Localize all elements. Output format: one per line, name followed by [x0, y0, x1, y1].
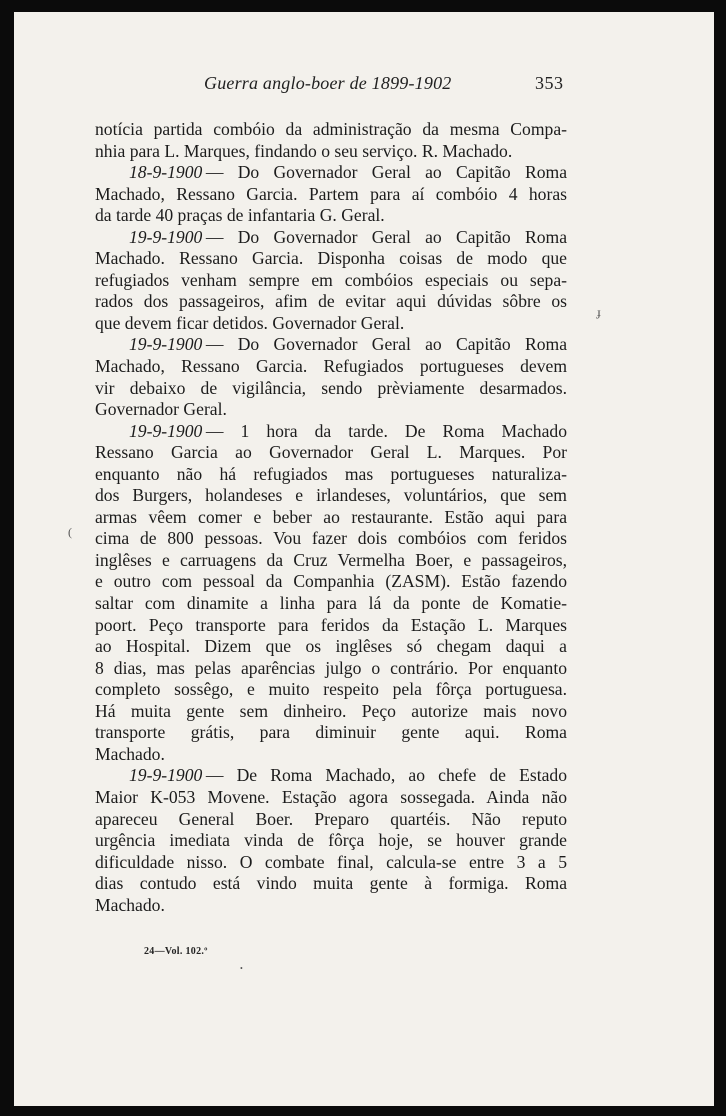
- line-text: que devem ficar detidos. Governador Geral.: [95, 312, 405, 333]
- line-text: vir debaixo de vigilância, sendo prèviamente desarmados.: [95, 377, 567, 398]
- telegram-date: 19-9-1900: [129, 226, 203, 247]
- text-line: [95, 442, 567, 464]
- body-text: [95, 119, 567, 916]
- line-text: — Do Governador Geral ao Capitão Roma: [205, 334, 567, 355]
- document-page: [14, 12, 714, 1106]
- text-line: [95, 895, 567, 917]
- line-text: — Do Governador Geral ao Capitão Roma: [205, 162, 567, 183]
- text-line: [95, 744, 567, 766]
- text-line: [95, 464, 567, 486]
- line-text: Machado.: [95, 743, 165, 764]
- telegram-date: 19-9-1900: [129, 420, 203, 441]
- text-line: [95, 809, 567, 831]
- line-text: urgência imediata vinda de fôrça hoje, se houver grande: [95, 830, 567, 851]
- text-line: [95, 852, 567, 874]
- text-line: [95, 722, 567, 744]
- line-text: apareceu General Boer. Preparo quartéis. Não reputo: [95, 808, 567, 829]
- text-line: [95, 830, 567, 852]
- text-line: [95, 528, 567, 550]
- printer-signature: 24—Vol. 102.º: [144, 946, 208, 957]
- text-line: [95, 701, 567, 723]
- line-text: da tarde 40 praças de infantaria G. Geral.: [95, 205, 385, 226]
- line-text: dificuldade nisso. O combate final, calcula-se entre 3 a 5: [95, 851, 567, 872]
- text-line: [95, 873, 567, 895]
- text-line: [95, 658, 567, 680]
- telegram-date: 18-9-1900: [129, 162, 203, 183]
- text-line: [95, 679, 567, 701]
- text-line: [95, 184, 567, 206]
- text-line: [95, 119, 567, 141]
- text-line: [95, 399, 567, 421]
- line-text: — De Roma Machado, ao chefe de Estado: [205, 765, 567, 786]
- text-line: [95, 571, 567, 593]
- text-line: [95, 421, 567, 443]
- running-header: [14, 73, 714, 99]
- text-line: [95, 227, 567, 249]
- line-text: — 1 hora da tarde. De Roma Machado: [205, 420, 567, 441]
- text-line: [95, 485, 567, 507]
- line-text: nhia para L. Marques, findando o seu serviço. R. Machado.: [95, 140, 513, 161]
- text-line: [95, 313, 567, 335]
- line-text: poort. Peço transporte para feridos da Estação L. Marques: [95, 614, 567, 635]
- line-text: Machado. Ressano Garcia. Disponha coisas de modo que: [95, 248, 567, 269]
- line-text: Maior K-053 Movene. Estação agora sossegada. Ainda não: [95, 786, 567, 807]
- text-line: [95, 356, 567, 378]
- text-line: [95, 291, 567, 313]
- line-text: completo sossêgo, e muito respeito pela fôrça portuguesa.: [95, 679, 567, 700]
- line-text: Governador Geral.: [95, 399, 227, 420]
- text-line: [95, 765, 567, 787]
- page-number: 353: [535, 73, 564, 93]
- text-line: [95, 615, 567, 637]
- margin-mark: •: [240, 964, 243, 973]
- running-title: Guerra anglo-boer de 1899-1902: [204, 73, 452, 93]
- text-line: [95, 205, 567, 227]
- telegram-date: 19-9-1900: [129, 334, 203, 355]
- line-text: Ressano Garcia ao Governador Geral L. Marques. Por: [95, 442, 567, 463]
- line-text: refugiados venham sempre em combóios especiais ou sepa-: [95, 269, 567, 290]
- line-text: ao Hospital. Dizem que os inglêses só chegam daqui a: [95, 636, 567, 657]
- line-text: inglêses e carruagens da Cruz Vermelha Boer, e passageiros,: [95, 549, 567, 570]
- line-text: armas vêem comer e beber ao restaurante. Estão aqui para: [95, 506, 567, 527]
- line-text: enquanto não há refugiados mas portugueses naturaliza-: [95, 463, 567, 484]
- line-text: rados dos passageiros, afim de evitar aqui dúvidas sôbre os: [95, 291, 567, 312]
- line-text: saltar com dinamite a linha para lá da ponte de Komatie-: [95, 593, 567, 614]
- line-text: — Do Governador Geral ao Capitão Roma: [205, 226, 567, 247]
- text-line: [95, 334, 567, 356]
- line-text: cima de 800 pessoas. Vou fazer dois combóios com feridos: [95, 528, 567, 549]
- text-line: [95, 593, 567, 615]
- text-line: [95, 787, 567, 809]
- line-text: Machado, Ressano Garcia. Partem para aí combóio 4 horas: [95, 183, 567, 204]
- line-text: Há muita gente sem dinheiro. Peço autorize mais novo: [95, 700, 567, 721]
- line-text: Machado.: [95, 894, 165, 915]
- margin-mark: (: [68, 525, 72, 539]
- text-line: [95, 270, 567, 292]
- line-text: transporte grátis, para diminuir gente aqui. Roma: [95, 722, 567, 743]
- line-text: e outro com pessoal da Companhia (ZASM). Estão fazendo: [95, 571, 567, 592]
- text-line: [95, 248, 567, 270]
- text-line: [95, 162, 567, 184]
- text-line: [95, 378, 567, 400]
- line-text: dias contudo está vindo muita gente à formiga. Roma: [95, 873, 567, 894]
- telegram-date: 19-9-1900: [129, 765, 203, 786]
- line-text: 8 dias, mas pelas aparências julgo o contrário. Por enquanto: [95, 657, 567, 678]
- line-text: notícia partida combóio da administração da mesma Compa-: [95, 119, 567, 139]
- text-line: [95, 636, 567, 658]
- text-line: [95, 141, 567, 163]
- line-text: dos Burgers, holandeses e irlandeses, voluntários, que sem: [95, 485, 567, 506]
- line-text: Machado, Ressano Garcia. Refugiados portugueses devem: [95, 356, 567, 377]
- margin-mark: ɟ: [597, 305, 601, 319]
- text-line: [95, 507, 567, 529]
- text-line: [95, 550, 567, 572]
